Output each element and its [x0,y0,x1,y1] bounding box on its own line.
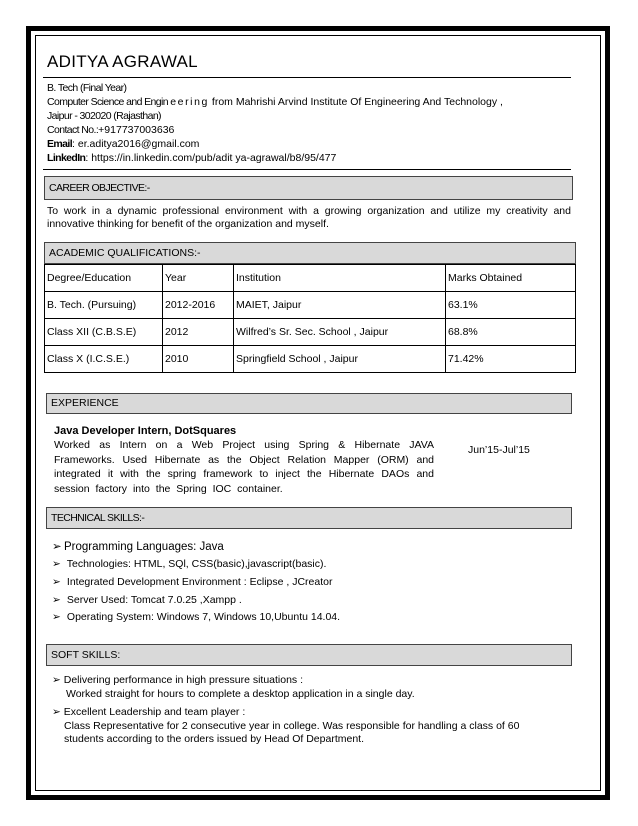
contact-line [47,123,174,137]
skill-text: Operating System: Windows 7, Windows 10,Ubuntu 14.04. [66,611,341,623]
list-item [52,558,326,570]
linkedin-line [47,151,336,165]
table-row [45,292,576,319]
table-row [45,346,576,373]
arrow-bullet-icon: ➢ [52,576,61,588]
soft-skill-detail: Worked straight for hours to complete a desktop application in a single day. [66,687,415,700]
cell-institution: MAIET, Jaipur [234,292,446,319]
list-item [52,674,415,701]
technical-heading-text: TECHNICAL SKILLS:- [51,512,145,524]
job-dates: Jun’15-Jul’15 [468,444,530,456]
list-item [52,706,552,747]
cell-degree: B. Tech. (Pursuing) [45,292,163,319]
experience-heading [46,393,572,414]
skill-text: Programming Languages: Java [64,541,224,553]
email-line [47,137,199,151]
col-marks: Marks Obtained [446,265,576,292]
cell-institution: Wilfred’s Sr. Sec. School , Jaipur [234,319,446,346]
candidate-name: ADITYA AGRAWAL [47,52,198,71]
list-item [52,539,224,553]
arrow-bullet-icon: ➢ [52,611,61,623]
arrow-bullet-icon: ➢ [52,706,61,718]
soft-skill-detail: Class Representative for 2 consecutive year in college. Was responsible for handling a class of 60 students according to the orders issued by Head Of Department. [64,719,520,745]
header-rule [43,77,571,78]
cell-degree: Class XII (C.B.S.E) [45,319,163,346]
address-text: Jaipur - 302020 (Rajasthan) [47,110,161,122]
cell-marks: 63.1% [446,292,576,319]
contact-value: +917737003636 [98,124,175,136]
cell-year: 2012-2016 [163,292,234,319]
soft-skill-title: Delivering performance in high pressure situations : [63,674,304,686]
program-spaced: neering [162,96,209,108]
header-rule-bottom [43,169,571,170]
cell-marks: 71.42% [446,346,576,373]
program-suffix: from Mahrishi Arvind Institute Of Engineering And Technology , [208,96,503,108]
list-item [52,611,340,623]
arrow-bullet-icon: ➢ [52,594,61,606]
academic-heading [44,242,576,264]
cell-marks: 68.8% [446,319,576,346]
experience-heading-text: EXPERIENCE [51,397,119,409]
cell-degree: Class X (I.C.S.E.) [45,346,163,373]
list-item [52,594,242,606]
degree-text: B. Tech (Final Year) [47,82,127,94]
email-label: Email [47,138,73,150]
col-degree: Degree/Education [45,265,163,292]
skill-text: Server Used: Tomcat 7.0.25 ,Xampp . [66,594,242,606]
program-line [47,95,503,109]
career-heading [44,176,573,200]
soft-heading-text: SOFT SKILLS: [51,649,121,661]
table-row [45,319,576,346]
job-title: Java Developer Intern, DotSquares [54,425,237,437]
address [47,109,161,123]
linkedin-label: LinkedIn [47,152,86,164]
table-header-row [45,265,576,292]
cell-institution: Springfield School , Jaipur [234,346,446,373]
academic-heading-text: ACADEMIC QUALIFICATIONS:- [49,247,201,259]
soft-heading [46,644,572,666]
program-prefix: Computer Science and Engi [47,96,163,108]
soft-skill-title: Excellent Leadership and team player : [63,706,246,718]
arrow-bullet-icon: ➢ [52,541,62,553]
list-item [52,576,332,588]
email-value[interactable]: : er.aditya2016@gmail.com [72,138,200,150]
academic-table [44,264,576,373]
skill-text: Technologies: HTML, SQl, CSS(basic),javascript(basic). [66,558,327,570]
career-heading-text: CAREER OBJECTIVE:- [49,182,150,194]
cell-year: 2012 [163,319,234,346]
technical-heading [46,507,572,529]
skill-text: Integrated Development Environment : Eclipse , JCreator [66,576,333,588]
col-year: Year [163,265,234,292]
col-institution: Institution [234,265,446,292]
arrow-bullet-icon: ➢ [52,558,61,570]
contact-label: Contact No.: [47,124,99,136]
linkedin-value[interactable]: : https://in.linkedin.com/pub/adit ya-agrawal/b8/95/477 [85,152,337,164]
arrow-bullet-icon: ➢ [52,674,61,686]
job-description: Worked as Intern on a Web Project using Spring & Hibernate JAVA Frameworks. Used Hibernate as the Object Relation Mapper (ORM) and integrated it with the spring framework to inject the Hibernate DAOs and session factory into the Spring IOC container. [54,439,434,495]
cell-year: 2010 [163,346,234,373]
career-text: To work in a dynamic professional environment with a growing organization and utilize my creativity and innovative thinking for benefit of the organization and myself. [47,205,571,230]
degree [47,81,126,95]
